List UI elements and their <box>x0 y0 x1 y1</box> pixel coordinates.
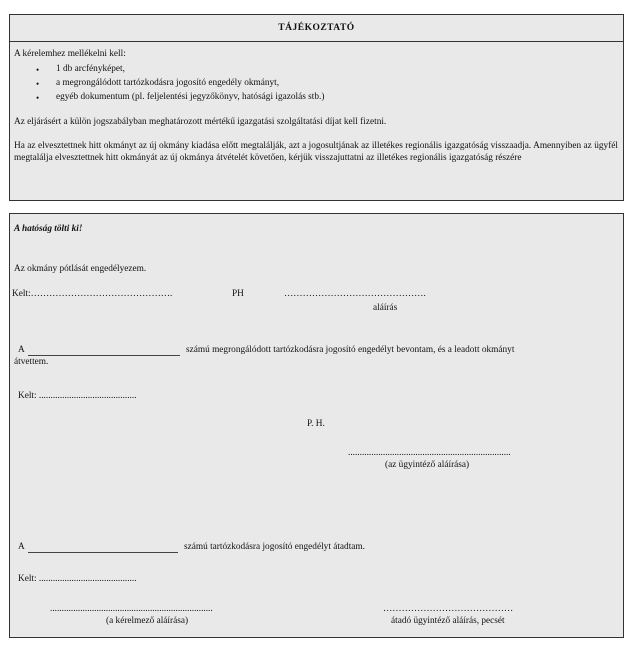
date-field-1: Kelt:………………………………………. <box>12 289 173 299</box>
handed-prefix: A <box>18 542 25 552</box>
handing-signature-dots: …………………………………… <box>383 604 514 614</box>
bullet-item-2: a megrongálódott tartózkodásra jogosító engedély okmányt, <box>56 78 280 88</box>
bullet-icon: • <box>36 65 40 75</box>
handing-signature-label: átadó ügyintéző aláírás, pecsét <box>391 616 505 626</box>
bullet-item-1: 1 db arcfényképet, <box>56 64 125 74</box>
handed-number-line <box>28 552 178 553</box>
clerk-signature-label: (az ügyintéző aláírása) <box>385 460 470 470</box>
approval-text: Az okmány pótlását engedélyezem. <box>14 264 147 274</box>
bullet-item-3: egyéb dokumentum (pl. feljelentési jegyzőkönyv, hatósági igazolás stb.) <box>56 92 325 102</box>
date-field-2: Kelt: .......................................... <box>18 391 137 401</box>
revoked-text-cont: átvettem. <box>14 357 49 367</box>
found-document-text: Ha az elvesztettnek hitt okmányt az új okmány kiadása előtt megtalálják, azt a jogosultjának az illetékes regionális igazgatóság visszaadja. Amennyiben az ügyfél megtalálja elvesztettnek hitt okmányát az új okmánya átvételét követően, kérjük visszajuttatni az illetékes regionális igazgatóság részére <box>14 141 618 163</box>
stamp-label-1: PH <box>232 289 244 299</box>
info-title: TÁJÉKOZTATÓ <box>10 15 623 42</box>
signature-label-1: aláírás <box>373 303 398 313</box>
signature-dots-1: ………………………………………. <box>284 289 426 299</box>
bullet-icon: • <box>36 93 40 103</box>
info-box <box>9 14 624 201</box>
applicant-signature-label: (a kérelmező aláírása) <box>106 616 189 626</box>
form-header: A hatóság tölti ki! <box>14 224 83 234</box>
fee-text: Az eljárásért a külön jogszabályban meghatározott mértékű igazgatási szolgáltatási díjat kell fizetni. <box>14 117 387 127</box>
date-field-3: Kelt: .......................................... <box>18 574 137 584</box>
revoked-number-line <box>28 355 180 356</box>
clerk-signature-dots: ...................................................................... <box>348 448 511 458</box>
attachments-intro: A kérelemhez mellékelni kell: <box>14 49 126 59</box>
applicant-signature-dots: ...................................................................... <box>50 604 213 614</box>
authority-form <box>9 213 624 638</box>
handed-text: számú tartózkodásra jogosító engedélyt átadtam. <box>184 542 365 552</box>
stamp-label-2: P. H. <box>307 419 325 429</box>
revoked-text: számú megrongálódott tartózkodásra jogosító engedélyt bevontam, és a leadott okmányt <box>186 345 515 355</box>
revoked-prefix: A <box>18 345 25 355</box>
bullet-icon: • <box>36 79 40 89</box>
